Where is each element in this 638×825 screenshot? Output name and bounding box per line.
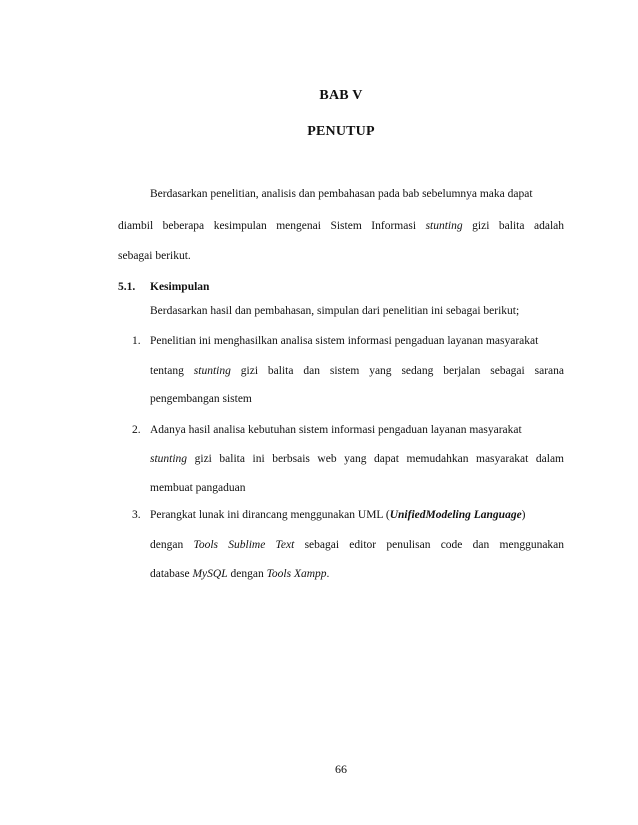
- list-item-italic-term: MySQL: [192, 568, 228, 580]
- section-number: 5.1.: [118, 281, 136, 293]
- list-item-text: .: [326, 568, 330, 580]
- list-item-italic-term: UnifiedModeling Language: [389, 509, 522, 521]
- list-item-italic-term: Tools Sublime Text: [193, 539, 295, 551]
- list-item-text: Perangkat lunak ini dirancang menggunakan UML (: [150, 509, 390, 521]
- intro-italic-term: stunting: [425, 220, 463, 232]
- list-item-line: [150, 538, 564, 552]
- intro-text: diambil beberapa kesimpulan mengenai Sistem Informasi: [118, 220, 417, 232]
- list-item-number: 3.: [132, 509, 141, 521]
- list-item-number: 2.: [132, 424, 141, 436]
- list-item-text: gizi balita ini berbsais web yang dapat memudahkan masyarakat dalam: [194, 453, 565, 465]
- list-item-text: gizi balita dan sistem yang sedang berjalan sebagai sarana: [240, 365, 565, 377]
- list-item-italic-term: stunting: [150, 453, 188, 465]
- list-item-text: tentang: [150, 365, 184, 377]
- list-item-line: [150, 452, 564, 466]
- list-item-text: dengan: [230, 568, 264, 580]
- intro-text: gizi balita adalah: [472, 220, 565, 232]
- list-item-italic-term: stunting: [193, 365, 231, 377]
- intro-paragraph-line: [118, 219, 564, 233]
- list-item-line: Penelitian ini menghasilkan analisa sistem informasi pengaduan layanan masyarakat: [150, 335, 539, 347]
- list-item-italic-term: Tools Xampp: [266, 568, 327, 580]
- list-item-line: [150, 567, 564, 581]
- list-item-text: dengan: [150, 539, 184, 551]
- list-item-line: membuat pangaduan: [150, 482, 246, 494]
- list-item-text: database: [150, 568, 190, 580]
- list-item-line: Adanya hasil analisa kebutuhan sistem informasi pengaduan layanan masyarakat: [150, 424, 522, 436]
- section-title: Kesimpulan: [150, 281, 210, 293]
- page-number: 66: [335, 762, 347, 776]
- list-item-number: 1.: [132, 335, 141, 347]
- chapter-title: PENUTUP: [307, 124, 375, 139]
- section-intro: Berdasarkan hasil dan pembahasan, simpulan dari penelitian ini sebagai berikut;: [150, 305, 520, 317]
- list-item-line: [150, 364, 564, 378]
- list-item-text: ): [521, 509, 526, 521]
- intro-paragraph-line: sebagai berikut.: [118, 250, 191, 262]
- intro-paragraph-line: Berdasarkan penelitian, analisis dan pembahasan pada bab sebelumnya maka dapat: [150, 188, 533, 200]
- list-item-text: sebagai editor penulisan code dan menggunakan: [304, 539, 565, 551]
- list-item-line: pengembangan sistem: [150, 393, 252, 405]
- chapter-number: BAB V: [319, 88, 363, 103]
- list-item-line: [150, 508, 564, 522]
